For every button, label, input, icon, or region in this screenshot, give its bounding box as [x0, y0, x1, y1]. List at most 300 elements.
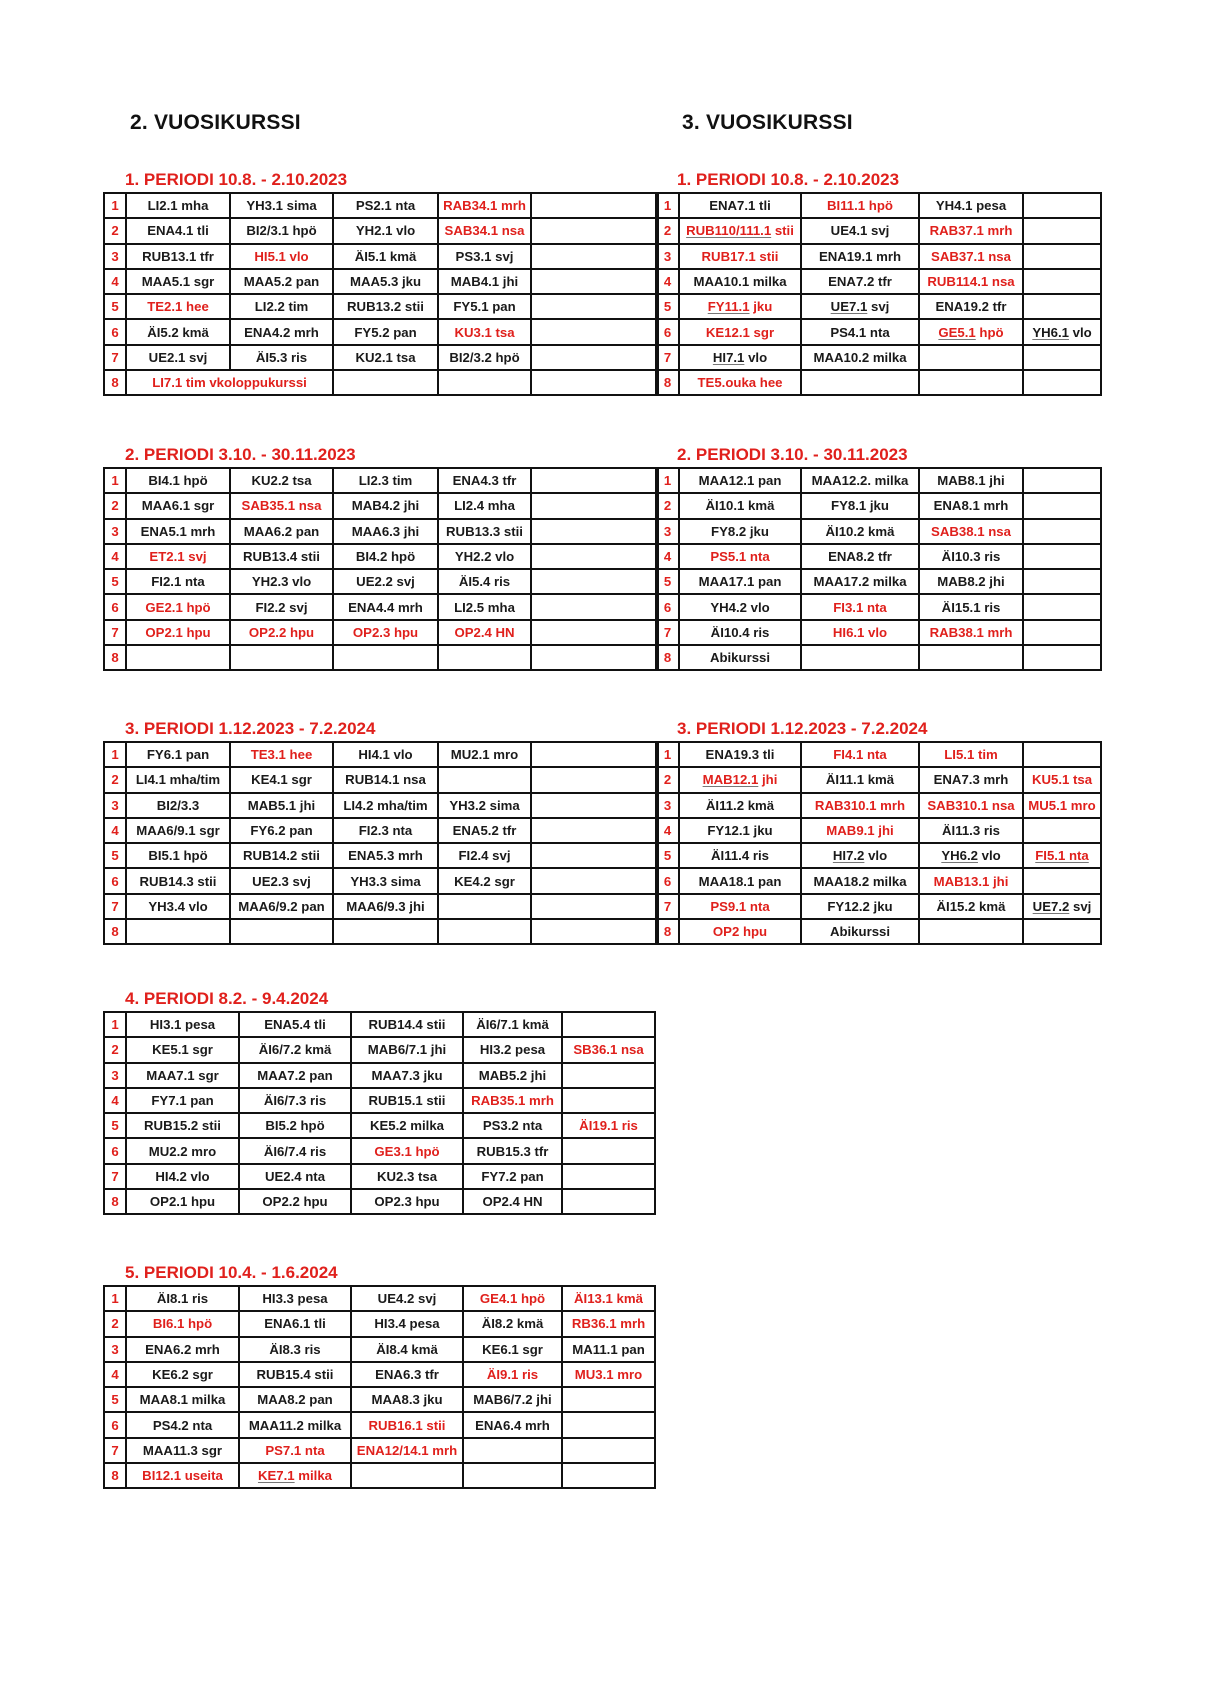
row-number: 1 [104, 742, 126, 767]
course-cell: ÄI11.3 ris [919, 818, 1023, 843]
row-number: 2 [104, 1037, 126, 1062]
schedule-row [656, 919, 1101, 944]
row-number: 2 [656, 767, 679, 792]
schedule-row [104, 244, 658, 269]
empty-cell [531, 244, 658, 269]
teacher-code: milka [294, 1468, 333, 1484]
course-cell: GE2.1 hpö [126, 594, 230, 619]
row-number: 7 [104, 1164, 126, 1189]
course-code: UE7.1 [830, 299, 868, 315]
empty-cell [562, 1012, 655, 1037]
course-cell: ENA7.1 tli [679, 193, 801, 218]
schedule-table [103, 1011, 656, 1215]
course-cell: ÄI5.1 kmä [333, 244, 438, 269]
empty-cell [562, 1412, 655, 1437]
course-cell: ÄI15.2 kmä [919, 894, 1023, 919]
course-cell: BI12.1 useita [126, 1463, 239, 1488]
course-cell: MAA8.3 jku [351, 1387, 463, 1412]
empty-cell [531, 218, 658, 243]
empty-cell [531, 345, 658, 370]
empty-cell [333, 919, 438, 944]
schedule-row [104, 1387, 655, 1412]
course-cell: FY6.2 pan [230, 818, 333, 843]
row-number: 6 [104, 868, 126, 893]
empty-cell [438, 919, 531, 944]
schedule-row [104, 919, 658, 944]
period-block [103, 989, 656, 1215]
course-cell: ÄI11.1 kmä [801, 767, 919, 792]
empty-cell [531, 519, 658, 544]
course-cell: RAB34.1 mrh [438, 193, 531, 218]
schedule-row [104, 519, 658, 544]
course-cell: ENA12/14.1 mrh [351, 1438, 463, 1463]
period-block [103, 719, 659, 945]
schedule-row [104, 345, 658, 370]
teacher-code: jku [749, 299, 773, 315]
schedule-row [656, 894, 1101, 919]
schedule-row [656, 793, 1101, 818]
row-number: 3 [104, 519, 126, 544]
schedule-row [104, 868, 658, 893]
row-number: 4 [104, 544, 126, 569]
empty-cell [801, 645, 919, 670]
course-cell: SAB38.1 nsa [919, 519, 1023, 544]
course-cell: ENA6.2 mrh [126, 1337, 239, 1362]
empty-cell [1023, 468, 1101, 493]
empty-cell [463, 1463, 562, 1488]
course-cell: MU2.1 mro [438, 742, 531, 767]
course-cell: ÄI8.4 kmä [351, 1337, 463, 1362]
course-code: RUB110/111.1 [686, 223, 772, 239]
row-number: 3 [104, 793, 126, 818]
row-number: 5 [104, 569, 126, 594]
schedule-row [656, 370, 1101, 395]
empty-cell [531, 493, 658, 518]
course-cell: FY7.1 pan [126, 1088, 239, 1113]
empty-cell [562, 1438, 655, 1463]
empty-cell [1023, 193, 1101, 218]
course-cell: YH4.2 vlo [679, 594, 801, 619]
row-number: 8 [656, 645, 679, 670]
course-cell: SAB34.1 nsa [438, 218, 531, 243]
course-cell: FY5.1 pan [438, 294, 531, 319]
empty-cell [438, 894, 531, 919]
course-code: YH6.1 [1032, 324, 1069, 340]
row-number: 7 [104, 620, 126, 645]
schedule-row [656, 843, 1101, 868]
row-number: 2 [104, 493, 126, 518]
course-cell: ÄI9.1 ris [463, 1362, 562, 1387]
row-number: 7 [656, 620, 679, 645]
schedule-row [656, 519, 1101, 544]
empty-cell [531, 793, 658, 818]
empty-cell [230, 919, 333, 944]
schedule-row [104, 1063, 655, 1088]
course-cell: ÄI8.3 ris [239, 1337, 351, 1362]
course-cell: OP2.2 hpu [230, 620, 333, 645]
course-cell: ENA8.2 tfr [801, 544, 919, 569]
course-cell: MU3.1 mro [562, 1362, 655, 1387]
course-cell: TE3.1 hee [230, 742, 333, 767]
course-cell: ENA6.3 tfr [351, 1362, 463, 1387]
empty-cell [1023, 244, 1101, 269]
schedule-row [656, 620, 1101, 645]
row-number: 5 [104, 294, 126, 319]
row-number: 4 [656, 269, 679, 294]
course-cell: ÄI5.3 ris [230, 345, 333, 370]
course-cell: BI2/3.3 [126, 793, 230, 818]
teacher-code: vlo [744, 349, 768, 365]
period-title: 5. PERIODI 10.4. - 1.6.2024 [125, 1263, 338, 1282]
course-cell: PS7.1 nta [239, 1438, 351, 1463]
schedule-row [104, 193, 658, 218]
course-cell [679, 294, 801, 319]
empty-cell [531, 370, 658, 395]
course-cell: OP2.4 HN [463, 1189, 562, 1214]
course-cell: RUB15.4 stii [239, 1362, 351, 1387]
course-cell: YH3.2 sima [438, 793, 531, 818]
course-cell: HI4.1 vlo [333, 742, 438, 767]
row-number: 8 [104, 645, 126, 670]
course-cell: BI11.1 hpö [801, 193, 919, 218]
course-cell: MAA6.2 pan [230, 519, 333, 544]
row-number: 1 [104, 1286, 126, 1311]
course-cell: FI4.1 nta [801, 742, 919, 767]
empty-cell [1023, 818, 1101, 843]
course-cell: ENA4.3 tfr [438, 468, 531, 493]
row-number: 4 [104, 818, 126, 843]
row-number: 4 [656, 818, 679, 843]
course-cell: RUB14.3 stii [126, 868, 230, 893]
row-number: 1 [104, 193, 126, 218]
course-cell: KU2.2 tsa [230, 468, 333, 493]
course-cell: GE3.1 hpö [351, 1138, 463, 1163]
course-cell: HI5.1 vlo [230, 244, 333, 269]
course-cell: MAA5.1 sgr [126, 269, 230, 294]
empty-cell [531, 294, 658, 319]
course-cell [1023, 894, 1101, 919]
teacher-code: stii [771, 223, 794, 239]
course-cell: HI3.4 pesa [351, 1311, 463, 1336]
course-cell: FI2.1 nta [126, 569, 230, 594]
schedule-row [104, 843, 658, 868]
course-cell: RUB15.1 stii [351, 1088, 463, 1113]
course-cell: OP2.4 HN [438, 620, 531, 645]
empty-cell [438, 370, 531, 395]
course-cell: BI5.1 hpö [126, 843, 230, 868]
empty-cell [531, 645, 658, 670]
course-cell: LI7.1 tim vkoloppukurssi [126, 370, 333, 395]
empty-cell [333, 645, 438, 670]
course-cell: KE4.2 sgr [438, 868, 531, 893]
period-title: 4. PERIODI 8.2. - 9.4.2024 [125, 989, 329, 1008]
course-cell: MAA12.2. milka [801, 468, 919, 493]
period-title: 3. PERIODI 1.12.2023 - 7.2.2024 [677, 719, 928, 738]
empty-cell [1023, 868, 1101, 893]
course-cell: SAB35.1 nsa [230, 493, 333, 518]
row-number: 4 [104, 1088, 126, 1113]
course-cell: LI4.2 mha/tim [333, 793, 438, 818]
course-cell: MAA6/9.2 pan [230, 894, 333, 919]
schedule-row [656, 569, 1101, 594]
empty-cell [1023, 620, 1101, 645]
course-cell: OP2.3 hpu [333, 620, 438, 645]
course-cell: MAA8.2 pan [239, 1387, 351, 1412]
course-cell: MAB8.2 jhi [919, 569, 1023, 594]
course-cell: MAB6/7.1 jhi [351, 1037, 463, 1062]
course-cell: ENA19.3 tli [679, 742, 801, 767]
course-cell: BI4.2 hpö [333, 544, 438, 569]
course-cell: FY8.1 jku [801, 493, 919, 518]
row-number: 6 [104, 319, 126, 344]
period-block [103, 1263, 656, 1489]
schedule-row [104, 818, 658, 843]
course-cell: ÄI6/7.2 kmä [239, 1037, 351, 1062]
course-cell: KE6.2 sgr [126, 1362, 239, 1387]
course-cell: ÄI13.1 kmä [562, 1286, 655, 1311]
schedule-row [104, 1362, 655, 1387]
row-number: 5 [656, 843, 679, 868]
course-cell: FI3.1 nta [801, 594, 919, 619]
course-cell: ÄI15.1 ris [919, 594, 1023, 619]
course-cell: BI2/3.2 hpö [438, 345, 531, 370]
course-cell: MAB5.2 jhi [463, 1063, 562, 1088]
teacher-code: vlo [864, 848, 888, 864]
row-number: 6 [104, 1412, 126, 1437]
course-cell: KE12.1 sgr [679, 319, 801, 344]
empty-cell [531, 868, 658, 893]
row-number: 1 [656, 193, 679, 218]
row-number: 3 [104, 244, 126, 269]
course-cell: YH3.3 sima [333, 868, 438, 893]
schedule-row [104, 493, 658, 518]
course-cell: LI5.1 tim [919, 742, 1023, 767]
course-cell: MU5.1 mro [1023, 793, 1101, 818]
schedule-table [103, 741, 659, 945]
course-cell: RUB17.1 stii [679, 244, 801, 269]
course-cell [919, 843, 1023, 868]
course-cell: MAA11.3 sgr [126, 1438, 239, 1463]
course-cell: RAB38.1 mrh [919, 620, 1023, 645]
row-number: 6 [656, 594, 679, 619]
schedule-row [104, 1438, 655, 1463]
course-cell: YH3.4 vlo [126, 894, 230, 919]
course-cell: MAA6/9.1 sgr [126, 818, 230, 843]
course-cell: MAA5.2 pan [230, 269, 333, 294]
schedule-row [656, 767, 1101, 792]
course-cell: UE2.1 svj [126, 345, 230, 370]
empty-cell [438, 767, 531, 792]
course-cell: RUB15.2 stii [126, 1113, 239, 1138]
course-cell: FY6.1 pan [126, 742, 230, 767]
period-title: 1. PERIODI 10.8. - 2.10.2023 [125, 170, 348, 189]
course-cell: MAA8.1 milka [126, 1387, 239, 1412]
course-cell: ÄI5.2 kmä [126, 319, 230, 344]
period-block [655, 445, 1102, 671]
course-cell: LI2.4 mha [438, 493, 531, 518]
course-cell [239, 1463, 351, 1488]
course-cell: KU2.1 tsa [333, 345, 438, 370]
schedule-row [104, 319, 658, 344]
course-cell: HI3.1 pesa [126, 1012, 239, 1037]
period-title: 2. PERIODI 3.10. - 30.11.2023 [125, 445, 356, 464]
row-number: 7 [656, 894, 679, 919]
course-cell: RUB114.1 nsa [919, 269, 1023, 294]
row-number: 2 [656, 493, 679, 518]
course-cell: MAB13.1 jhi [919, 868, 1023, 893]
period-block [103, 445, 659, 671]
course-cell: PS3.2 nta [463, 1113, 562, 1138]
course-cell: RAB37.1 mrh [919, 218, 1023, 243]
row-number: 8 [104, 919, 126, 944]
course-cell: ÄI10.4 ris [679, 620, 801, 645]
course-cell: ENA4.1 tli [126, 218, 230, 243]
course-cell [801, 843, 919, 868]
empty-cell [531, 767, 658, 792]
schedule-row [656, 269, 1101, 294]
course-cell: ÄI8.1 ris [126, 1286, 239, 1311]
course-cell: ENA5.2 tfr [438, 818, 531, 843]
course-cell: OP2.2 hpu [239, 1189, 351, 1214]
course-cell: ÄI19.1 ris [562, 1113, 655, 1138]
course-cell: ENA6.4 mrh [463, 1412, 562, 1437]
empty-cell [801, 370, 919, 395]
empty-cell [1023, 569, 1101, 594]
course-cell: FI2.3 nta [333, 818, 438, 843]
empty-cell [531, 894, 658, 919]
course-cell: ENA8.1 mrh [919, 493, 1023, 518]
schedule-row [104, 269, 658, 294]
course-code: KE7.1 [257, 1468, 295, 1484]
empty-cell [919, 370, 1023, 395]
schedule-row [104, 1337, 655, 1362]
row-number: 3 [104, 1063, 126, 1088]
course-cell: ENA4.4 mrh [333, 594, 438, 619]
row-number: 5 [104, 1387, 126, 1412]
empty-cell [531, 594, 658, 619]
course-code: HI7.2 [832, 848, 865, 864]
schedule-row [104, 1012, 655, 1037]
course-cell: TE5.ouka hee [679, 370, 801, 395]
course-cell: ENA4.2 mrh [230, 319, 333, 344]
empty-cell [1023, 345, 1101, 370]
course-cell: ENA19.1 mrh [801, 244, 919, 269]
empty-cell [1023, 493, 1101, 518]
course-cell: MAA7.1 sgr [126, 1063, 239, 1088]
schedule-table [655, 467, 1102, 671]
teacher-code: svj [867, 299, 890, 315]
course-cell: MAB4.2 jhi [333, 493, 438, 518]
schedule-row [104, 767, 658, 792]
empty-cell [562, 1063, 655, 1088]
course-cell: SAB310.1 nsa [919, 793, 1023, 818]
empty-cell [531, 468, 658, 493]
year-title-2: 2. VUOSIKURSSI [130, 111, 301, 134]
course-cell: RAB35.1 mrh [463, 1088, 562, 1113]
course-cell: ET2.1 svj [126, 544, 230, 569]
course-cell: LI2.1 mha [126, 193, 230, 218]
row-number: 7 [656, 345, 679, 370]
empty-cell [562, 1164, 655, 1189]
schedule-row [104, 1088, 655, 1113]
empty-cell [531, 319, 658, 344]
empty-cell [333, 370, 438, 395]
course-cell: ÄI6/7.3 ris [239, 1088, 351, 1113]
course-cell: UE2.3 svj [230, 868, 333, 893]
course-cell: Abikurssi [679, 645, 801, 670]
course-cell: ENA5.3 mrh [333, 843, 438, 868]
row-number: 7 [104, 1438, 126, 1463]
course-cell: PS3.1 svj [438, 244, 531, 269]
empty-cell [531, 818, 658, 843]
course-cell: RB36.1 mrh [562, 1311, 655, 1336]
schedule-row [104, 294, 658, 319]
course-cell: YH4.1 pesa [919, 193, 1023, 218]
course-cell: BI5.2 hpö [239, 1113, 351, 1138]
course-cell: MAA18.2 milka [801, 868, 919, 893]
empty-cell [531, 742, 658, 767]
schedule-table [103, 467, 659, 671]
course-cell: UE2.4 nta [239, 1164, 351, 1189]
row-number: 1 [104, 1012, 126, 1037]
row-number: 2 [104, 767, 126, 792]
row-number: 1 [104, 468, 126, 493]
course-cell: ÄI10.3 ris [919, 544, 1023, 569]
course-cell: YH2.1 vlo [333, 218, 438, 243]
empty-cell [531, 569, 658, 594]
course-cell: BI6.1 hpö [126, 1311, 239, 1336]
empty-cell [919, 645, 1023, 670]
course-cell: HI3.2 pesa [463, 1037, 562, 1062]
course-cell: KE4.1 sgr [230, 767, 333, 792]
course-code: GE5.1 [938, 324, 976, 340]
course-cell: FY5.2 pan [333, 319, 438, 344]
course-cell: KE5.1 sgr [126, 1037, 239, 1062]
course-cell: LI2.2 tim [230, 294, 333, 319]
empty-cell [1023, 645, 1101, 670]
course-cell: MAA17.2 milka [801, 569, 919, 594]
empty-cell [1023, 742, 1101, 767]
schedule-row [104, 1311, 655, 1336]
course-cell: OP2.1 hpu [126, 1189, 239, 1214]
course-cell: MU2.2 mro [126, 1138, 239, 1163]
empty-cell [531, 620, 658, 645]
course-cell: ENA7.3 mrh [919, 767, 1023, 792]
empty-cell [1023, 218, 1101, 243]
course-cell: LI4.1 mha/tim [126, 767, 230, 792]
course-cell: MAB6/7.2 jhi [463, 1387, 562, 1412]
schedule-row [104, 1189, 655, 1214]
row-number: 2 [104, 218, 126, 243]
row-number: 5 [104, 1113, 126, 1138]
schedule-row [656, 594, 1101, 619]
course-cell: HI3.3 pesa [239, 1286, 351, 1311]
row-number: 3 [104, 1337, 126, 1362]
empty-cell [562, 1088, 655, 1113]
empty-cell [919, 345, 1023, 370]
row-number: 8 [104, 1463, 126, 1488]
course-cell: ÄI11.4 ris [679, 843, 801, 868]
course-cell: MAA6.1 sgr [126, 493, 230, 518]
course-cell: PS2.1 nta [333, 193, 438, 218]
course-cell: RUB13.4 stii [230, 544, 333, 569]
teacher-code: hpö [975, 324, 1004, 340]
course-code: FY11.1 [707, 299, 750, 315]
schedule-row [656, 244, 1101, 269]
row-number: 3 [656, 519, 679, 544]
course-cell: PS4.2 nta [126, 1412, 239, 1437]
course-cell: ÄI10.2 kmä [801, 519, 919, 544]
